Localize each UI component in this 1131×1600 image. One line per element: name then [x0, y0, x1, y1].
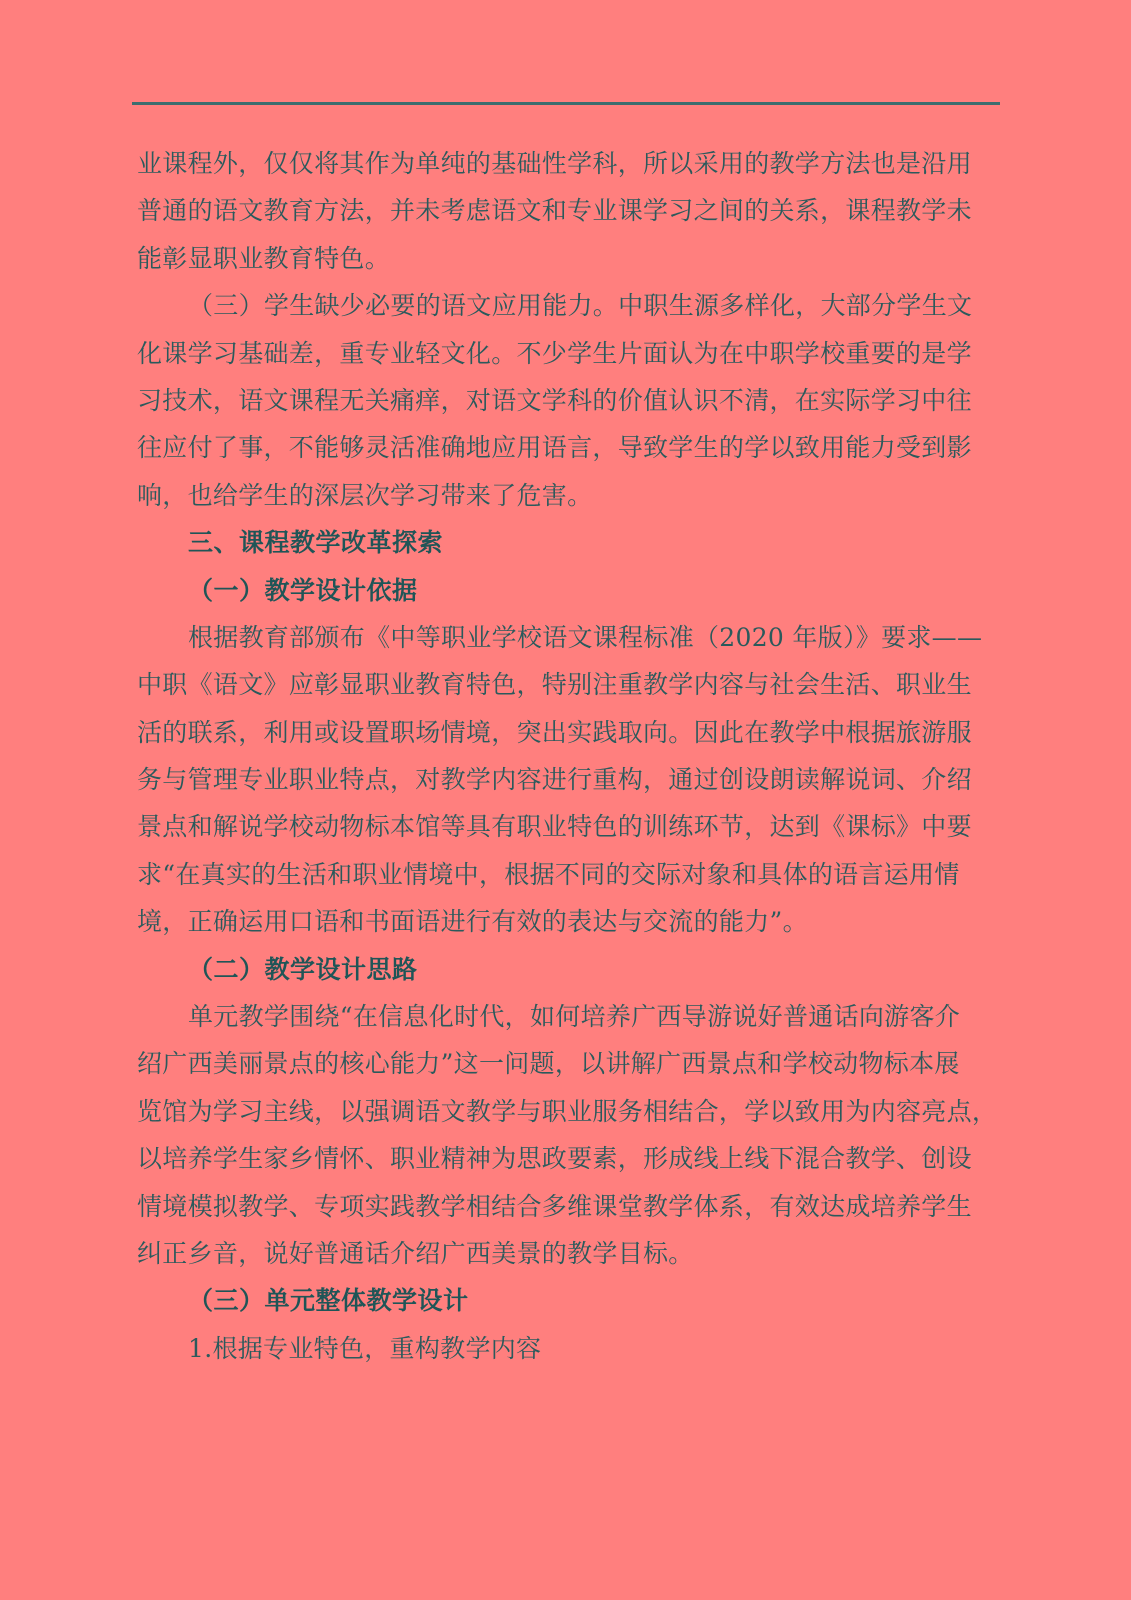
text-line: 中职《语文》应彰显职业教育特色，特别注重教学内容与社会生活、职业生: [137, 670, 972, 700]
paragraph-design-approach: [137, 993, 1007, 1277]
header-rule: [132, 102, 1000, 105]
text-line: 纠正乡音，说好普通话介绍广西美景的教学目标。: [137, 1238, 694, 1268]
list-item: 1.根据专业特色，重构教学内容: [188, 1333, 542, 1363]
text-line: 根据教育部颁布《中等职业学校语文课程标准（2020 年版）》要求——: [188, 622, 983, 652]
paragraph-language-ability: [137, 282, 1007, 519]
text-line: 能彰显职业教育特色。: [137, 243, 391, 273]
text-line: 习技术，语文课程无关痛痒，对语文学科的价值认识不清，在实际学习中往: [137, 385, 972, 415]
text-line: 绍广西美丽景点的核心能力”这一问题，以讲解广西景点和学校动物标本展: [137, 1049, 960, 1079]
text-line: 活的联系，利用或设置职场情境，突出实践取向。因此在教学中根据旅游服: [137, 717, 972, 747]
text-line: 览馆为学习主线，以强调语文教学与职业服务相结合，学以致用为内容亮点，: [137, 1096, 998, 1126]
subsection-heading: （二）教学设计思路: [188, 954, 418, 984]
paragraph-design-basis: [137, 614, 1007, 946]
text-line: 境，正确运用口语和书面语进行有效的表达与交流的能力”。: [137, 907, 808, 937]
text-line: （三）学生缺少必要的语文应用能力。中职生源多样化，大部分学生文: [188, 291, 973, 321]
page-body: [137, 140, 1007, 1372]
text-line: 响，也给学生的深层次学习带来了危害。: [137, 480, 593, 510]
paragraph-continuation: [137, 140, 1007, 282]
subsection-heading: （一）教学设计依据: [188, 575, 418, 605]
text-line: 业课程外，仅仅将其作为单纯的基础性学科，所以采用的教学方法也是沿用: [137, 149, 972, 178]
text-line: 以培养学生家乡情怀、职业精神为思政要素，形成线上线下混合教学、创设: [137, 1144, 972, 1174]
subsection-heading: （三）单元整体教学设计: [188, 1286, 469, 1316]
text-line: 化课学习基础差，重专业轻文化。不少学生片面认为在中职学校重要的是学: [137, 338, 972, 368]
text-line: 景点和解说学校动物标本馆等具有职业特色的训练环节，达到《课标》中要: [137, 812, 972, 842]
text-line: 情境模拟教学、专项实践教学相结合多维课堂教学体系，有效达成培养学生: [137, 1191, 972, 1221]
text-line: 往应付了事，不能够灵活准确地应用语言，导致学生的学以致用能力受到影: [137, 433, 972, 463]
section-heading: 三、课程教学改革探索: [188, 528, 444, 558]
text-line: 普通的语文教育方法，并未考虑语文和专业课学习之间的关系，课程教学未: [137, 196, 972, 226]
text-line: 求“在真实的生活和职业情境中，根据不同的交际对象和具体的语言运用情: [137, 859, 960, 889]
text-line: 务与管理专业职业特点，对教学内容进行重构，通过创设朗读解说词、介绍: [137, 765, 972, 795]
text-line: 单元教学围绕“在信息化时代，如何培养广西导游说好普通话向游客介: [188, 1002, 961, 1032]
